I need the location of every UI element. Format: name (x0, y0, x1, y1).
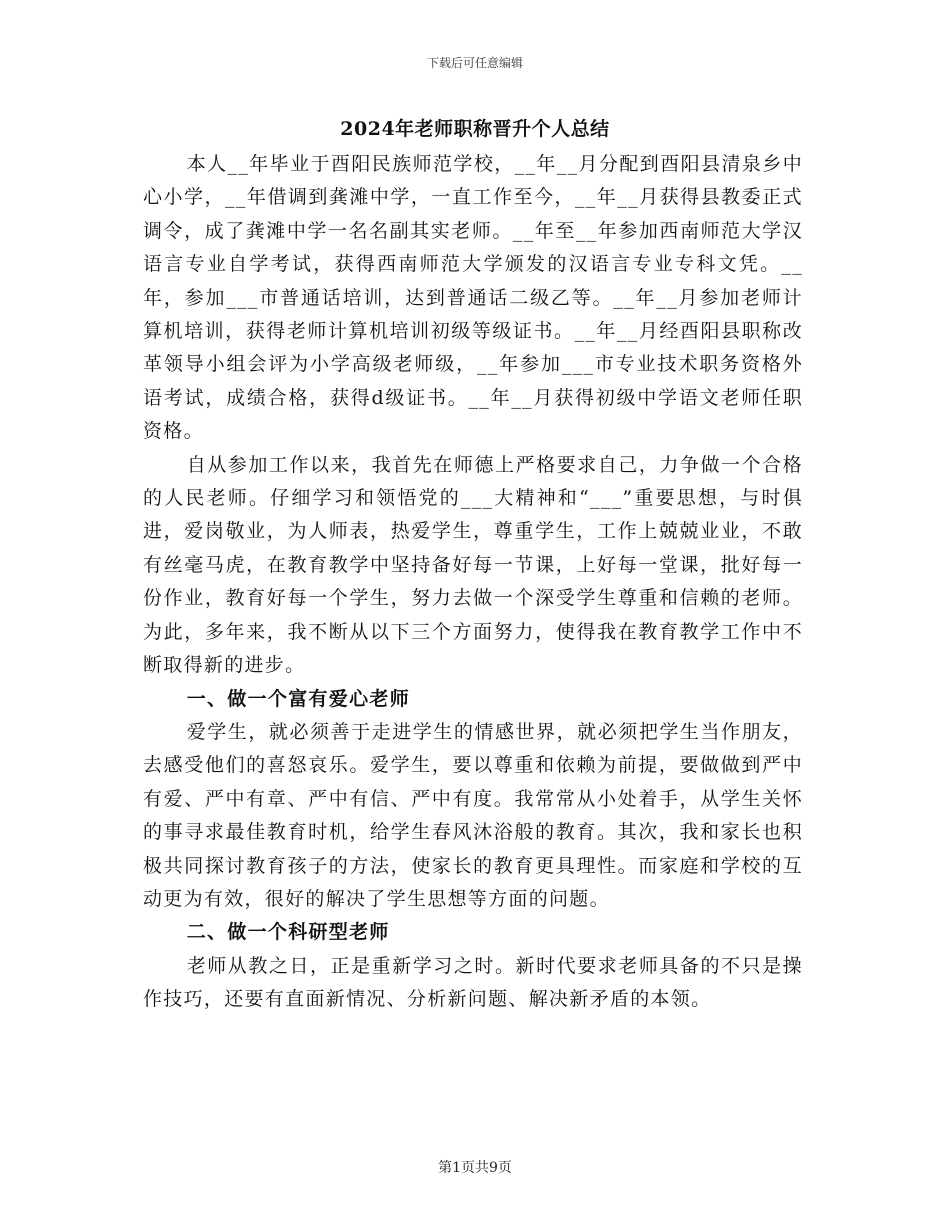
section-heading-1: 一、做一个富有爱心老师 (186, 687, 410, 710)
paragraph-ethics: 自从参加工作以来，我首先在师德上严格要求自己，力争做一个合格的人民老师。仔细学习和领悟党的___大精神和“___”重要思想，与时俱进，爱岗敬业，为人师表，热爱学生，尊重学生，工作上兢兢业业，不敢有丝毫马虎，在教育教学中坚持备好每一节课，上好每一堂课，批好每一份作业，教育好每一个学生，努力去做一个深受学生尊重和信赖的老师。为此，多年来，我不断从以下三个方面努力，使得我在教育教学工作中不断取得新的进步。 (143, 453, 803, 677)
section-text-2: 老师从教之日，正是重新学习之时。新时代要求老师具备的不只是操作技巧，还要有直面新情况、分析新问题、解决新矛盾的本领。 (143, 954, 803, 1011)
document-title: 2024年老师职称晋升个人总结 (340, 118, 610, 140)
document-body (143, 148, 803, 1017)
header-note: 下载后可任意编辑 (426, 56, 523, 70)
section-text-1: 爱学生，就必须善于走进学生的情感世界，就必须把学生当作朋友，去感受他们的喜怒哀乐。爱学生，要以尊重和依赖为前提，要做做到严中有爱、严中有章、严中有信、严中有度。我常常从小处着手，从学生关怀的事寻求最佳教育时机，给学生春风沐浴般的教育。其次，我和家长也积极共同探讨教育孩子的方法，使家长的教育更具理性。而家庭和学校的互动更为有效，很好的解决了学生思想等方面的问题。 (143, 720, 803, 910)
page-number: 第1页共9页 (438, 1160, 512, 1176)
paragraph-intro: 本人__年毕业于酉阳民族师范学校，__年__月分配到酉阳县清泉乡中心小学，__年借调到龚滩中学，一直工作至今，__年__月获得县教委正式调令，成了龚滩中学一名名副其实老师。__年至__年参加西南师范大学汉语言专业自学考试，获得西南师范大学颁发的汉语言专业专科文凭。__年，参加___市普通话培训，达到普通话二级乙等。__年__月参加老师计算机培训，获得老师计算机培训初级等级证书。__年__月经酉阳县职称改革领导小组会评为小学高级老师级，__年参加___市专业技术职务资格外语考试，成绩合格，获得d级证书。__年__月获得初级中学语文老师任职资格。 (143, 153, 803, 443)
section-heading-2: 二、做一个科研型老师 (186, 921, 390, 944)
